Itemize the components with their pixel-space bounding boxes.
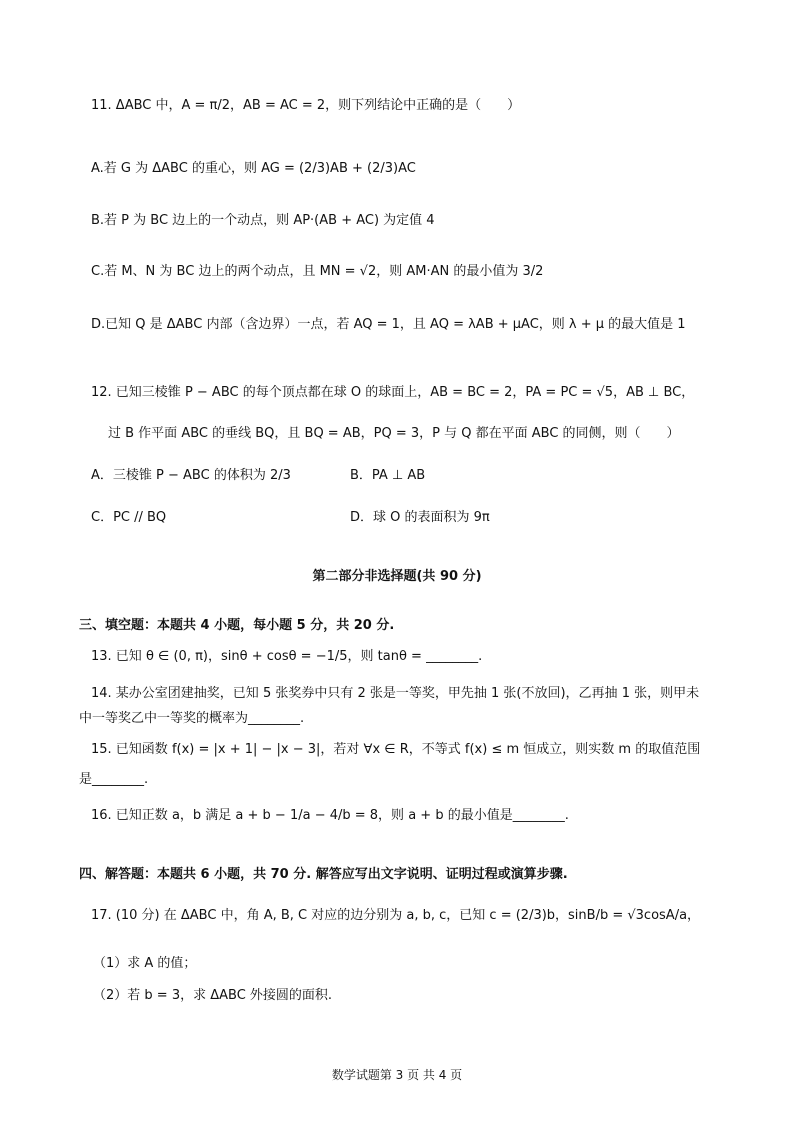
q12-option-d: D．球 O 的表面积为 9π: [350, 510, 490, 525]
q12-stem-line2: 过 B 作平面 ABC 的垂线 BQ，且 BQ = AB，PQ = 3，P 与 Q 都在平面 ABC 的同侧，则（ ）: [108, 426, 680, 441]
q11-option-c: C.若 M、N 为 BC 边上的两个动点，且 MN = √2，则 AM·AN 的最小值为 3/2: [91, 264, 544, 279]
q16: 16. 已知正数 a，b 满足 a + b − 1/a − 4/b = 8，则 a + b 的最小值是________.: [91, 808, 569, 823]
q12-option-b: B．PA ⊥ AB: [350, 468, 426, 483]
section4-heading: 四、解答题：本题共 6 小题，共 70 分. 解答应写出文字说明、证明过程或演算步骤.: [79, 867, 568, 882]
q17-part1: （1）求 A 的值；: [93, 956, 197, 971]
q14-line1: 14. 某办公室团建抽奖，已知 5 张奖券中只有 2 张是一等奖，甲先抽 1 张(不放回)，乙再抽 1 张，则甲未: [91, 686, 700, 701]
q11-option-a: A.若 G 为 ΔABC 的重心，则 AG = (2/3)AB + (2/3)AC: [91, 161, 416, 176]
q11-stem: 11. ΔABC 中，A = π/2，AB = AC = 2，则下列结论中正确的是（ ）: [91, 98, 521, 113]
q15-line2: 是________.: [79, 772, 149, 787]
q13: 13. 已知 θ ∈ (0, π)，sinθ + cosθ = −1/5，则 tanθ = ________.: [91, 649, 483, 664]
q14-line2: 中一等奖乙中一等奖的概率为________.: [79, 711, 305, 726]
page-footer: 数学试题第 3 页 共 4 页: [331, 1068, 463, 1082]
q12-stem-line1: 12. 已知三棱锥 P − ABC 的每个顶点都在球 O 的球面上，AB = BC = 2，PA = PC = √5，AB ⊥ BC，: [91, 385, 695, 400]
q11-option-b: B.若 P 为 BC 边上的一个动点，则 AP·(AB + AC) 为定值 4: [91, 213, 435, 228]
q15-line1: 15. 已知函数 f(x) = |x + 1| − |x − 3|，若对 ∀x ∈ R，不等式 f(x) ≤ m 恒成立，则实数 m 的取值范围: [91, 742, 701, 757]
q12-option-c: C．PC // BQ: [91, 510, 167, 525]
q12-option-a: A．三棱锥 P − ABC 的体积为 2/3: [91, 468, 291, 483]
q11-option-d: D.已知 Q 是 ΔABC 内部（含边界）一点，若 AQ = 1，且 AQ = λAB + μAC，则 λ + μ 的最大值是 1: [91, 317, 686, 332]
q17-stem: 17. (10 分) 在 ΔABC 中，角 A, B, C 对应的边分别为 a, b, c，已知 c = (2/3)b，sinB/b = √3cosA/a，: [91, 908, 701, 923]
part2-title: 第二部分非选择题(共 90 分): [312, 569, 482, 584]
q17-part2: （2）若 b = 3，求 ΔABC 外接圆的面积.: [93, 988, 333, 1003]
section3-heading: 三、填空题：本题共 4 小题，每小题 5 分，共 20 分.: [79, 618, 395, 633]
